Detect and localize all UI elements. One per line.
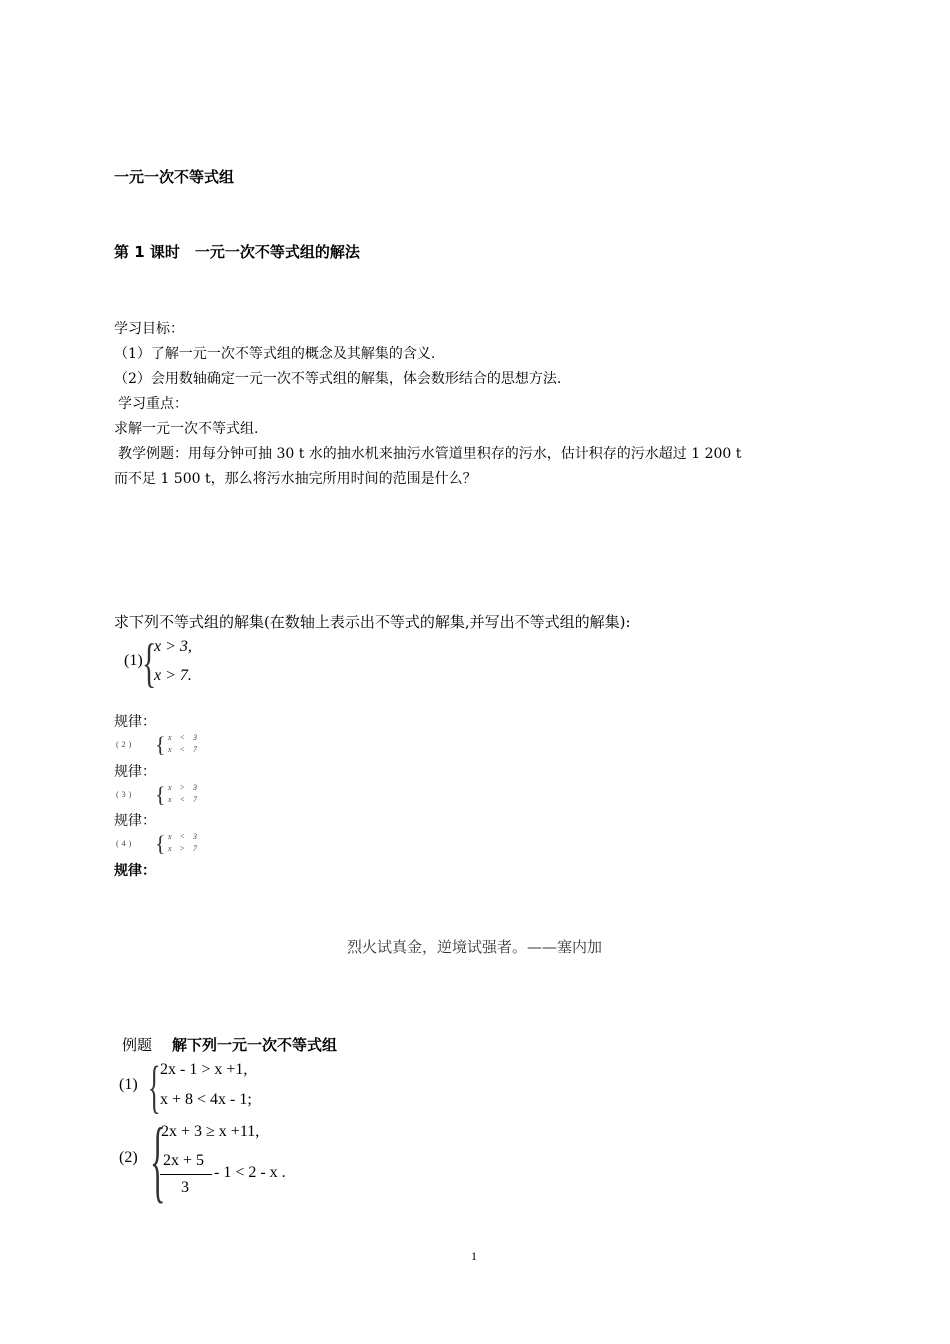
rule-label-1: 规律： — [114, 714, 156, 730]
system-1-brace: { — [142, 633, 157, 693]
system-2-line-2: x < 7 — [168, 745, 200, 754]
system-3-line-2: x < 7 — [168, 795, 200, 804]
ex-1-line-1: 2x - 1 > x +1, — [160, 1061, 248, 1078]
ex-2-label: (2) — [119, 1149, 138, 1166]
ex-2-numerator: 2x + 5 — [163, 1152, 205, 1169]
system-4-line-2: x > 7 — [168, 844, 200, 853]
system-2-label: (2) — [116, 740, 135, 749]
objective-1: （1）了解一元一次不等式组的概念及其解集的含义. — [114, 346, 436, 362]
system-1-line-2: x > 7. — [154, 667, 192, 684]
system-3-line-1: x > 3 — [168, 783, 200, 792]
page-number: 1 — [471, 1249, 477, 1263]
example-label: 例题 — [122, 1036, 153, 1054]
system-3-label: (3) — [116, 790, 135, 799]
example-problem-line-2: 而不足 1 500 t，那么将污水抽完所用时间的范围是什么？ — [114, 471, 477, 487]
system-4-label: (4) — [116, 839, 135, 848]
rule-label-2: 规律： — [114, 764, 156, 780]
system-4-brace: { — [155, 831, 166, 856]
ex-1-brace: { — [148, 1054, 161, 1119]
ex-2-brace: { — [150, 1109, 166, 1211]
objectives-heading: 学习目标： — [114, 321, 184, 337]
rule-label-4: 规律： — [114, 863, 156, 879]
page-title: 一元一次不等式组 — [114, 168, 235, 186]
lesson-title: 第 1 课时 一元一次不等式组的解法 — [114, 243, 360, 261]
task-text: 求下列不等式组的解集(在数轴上表示出不等式的解集,并写出不等式组的解集): — [114, 613, 631, 631]
ex-1-label: (1) — [119, 1076, 138, 1093]
focus-text: 求解一元一次不等式组. — [114, 421, 259, 437]
motto: 烈火试真金，逆境试强者。——塞内加 — [347, 938, 603, 956]
system-2-brace: { — [155, 732, 166, 757]
system-1-line-1: x > 3, — [154, 638, 192, 655]
focus-heading: 学习重点： — [118, 396, 188, 412]
ex-2-denominator: 3 — [181, 1179, 189, 1196]
system-3-brace: { — [155, 782, 166, 807]
system-2-line-1: x < 3 — [168, 733, 200, 742]
rule-label-3: 规律： — [114, 813, 156, 829]
ex-2-rest: - 1 < 2 - x . — [214, 1164, 286, 1181]
ex-2-fraction-bar — [160, 1174, 212, 1175]
example-problem-line-1: 教学例题：用每分钟可抽 30 t 水的抽水机来抽污水管道里积存的污水，估计积存的污水超过 1 200 t — [118, 446, 742, 462]
example-task: 解下列一元一次不等式组 — [172, 1036, 338, 1054]
system-1-label: (1) — [124, 652, 143, 669]
ex-2-line-1: 2x + 3 ≥ x +11, — [161, 1123, 260, 1140]
ex-1-line-2: x + 8 < 4x - 1; — [160, 1091, 252, 1108]
objective-2: （2）会用数轴确定一元一次不等式组的解集，体会数形结合的思想方法. — [114, 371, 562, 387]
system-4-line-1: x < 3 — [168, 832, 200, 841]
